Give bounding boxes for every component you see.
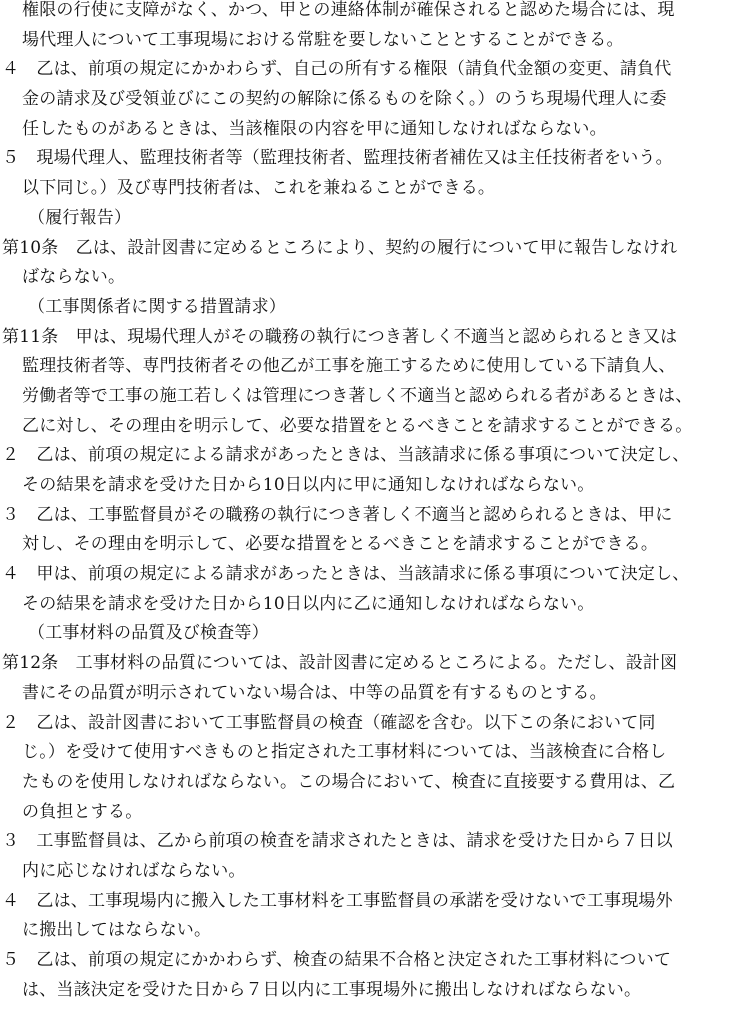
text-line: は、当該決定を受けた日から７日以内に工事現場外に搬出しなければならない。 bbox=[22, 979, 642, 1000]
text-line: 書にその品質が明示されていない場合は、中等の品質を有するものとする。 bbox=[22, 682, 607, 703]
text-line: たものを使用しなければならない。この場合において、検査に直接要する費用は、乙 bbox=[22, 771, 676, 792]
text-line: その結果を請求を受けた日から10日以内に乙に通知しなければならない。 bbox=[22, 593, 595, 614]
text-line: ４ 乙は、前項の規定にかかわらず、自己の所有する権限（請負代金額の変更、請負代 bbox=[2, 59, 672, 80]
text-line: 第12条 工事材料の品質については、設計図書に定めるところによる。ただし、設計図 bbox=[2, 653, 678, 674]
text-line: 権限の行使に支障がなく、かつ、甲との連絡体制が確保されると認めた場合には、現 bbox=[22, 0, 675, 20]
text-line: ２ 乙は、前項の規定による請求があったときは、当該請求に係る事項について決定し、 bbox=[2, 445, 690, 466]
text-line: （工事材料の品質及び検査等） bbox=[28, 623, 269, 644]
text-line: 金の請求及び受領並びにこの契約の解除に係るものを除く。）のうち現場代理人に委 bbox=[22, 89, 667, 110]
text-line: に搬出してはならない。 bbox=[22, 920, 212, 941]
text-line: （工事関係者に関する措置請求） bbox=[28, 296, 286, 317]
text-line: ４ 乙は、工事現場内に搬入した工事材料を工事監督員の承諾を受けないで工事現場外 bbox=[2, 890, 673, 911]
text-line: ４ 甲は、前項の規定による請求があったときは、当該請求に係る事項について決定し、 bbox=[2, 564, 690, 585]
text-line: ３ 乙は、工事監督員がその職務の執行につき著しく不適当と認められるときは、甲に bbox=[2, 504, 673, 525]
text-line: 内に応じなければならない。 bbox=[22, 860, 246, 881]
text-line: 乙に対し、その理由を明示して、必要な措置をとるべきことを請求することができる。 bbox=[22, 415, 693, 436]
text-line: 第11条 甲は、現場代理人がその職務の執行につき著しく不適当と認められるとき又は bbox=[2, 326, 678, 347]
text-line: ２ 乙は、設計図書において工事監督員の検査（確認を含む。以下この条において同 bbox=[2, 712, 656, 733]
text-line: その結果を請求を受けた日から10日以内に甲に通知しなければならない。 bbox=[22, 475, 595, 495]
text-line: 第10条 乙は、設計図書に定めるところにより、契約の履行について甲に報告しなけれ bbox=[2, 237, 678, 258]
text-line: ５ 乙は、前項の規定にかかわらず、検査の結果不合格と決定された工事材料について bbox=[2, 950, 672, 970]
text-line: 監理技術者等、専門技術者その他乙が工事を施工するために使用している下請負人、 bbox=[22, 356, 676, 377]
text-line: 対し、その理由を明示して、必要な措置をとるべきことを請求することができる。 bbox=[22, 534, 659, 555]
text-line: 場代理人について工事現場における常駐を要しないこととすることができる。 bbox=[22, 29, 624, 50]
text-line: ５ 現場代理人、監理技術者等（監理技術者、監理技術者補佐又は主任技術者をいう。 bbox=[2, 148, 673, 169]
text-line: ３ 工事監督員は、乙から前項の検査を請求されたときは、請求を受けた日から７日以 bbox=[2, 831, 673, 852]
text-line: の負担とする。 bbox=[22, 801, 143, 822]
text-line: 労働者等で工事の施工若しくは管理につき著しく不適当と認められる者があるときは、 bbox=[22, 385, 693, 406]
text-line: ばならない。 bbox=[22, 267, 126, 288]
text-line: 任したものがあるときは、当該権限の内容を甲に通知しなければならない。 bbox=[22, 118, 607, 139]
text-line: （履行報告） bbox=[28, 207, 132, 228]
text-line: じ。）を受けて使用すべきものと指定された工事材料については、当該検査に合格し bbox=[22, 742, 667, 763]
text-line: 以下同じ。）及び専門技術者は、これを兼ねることができる。 bbox=[22, 178, 496, 199]
